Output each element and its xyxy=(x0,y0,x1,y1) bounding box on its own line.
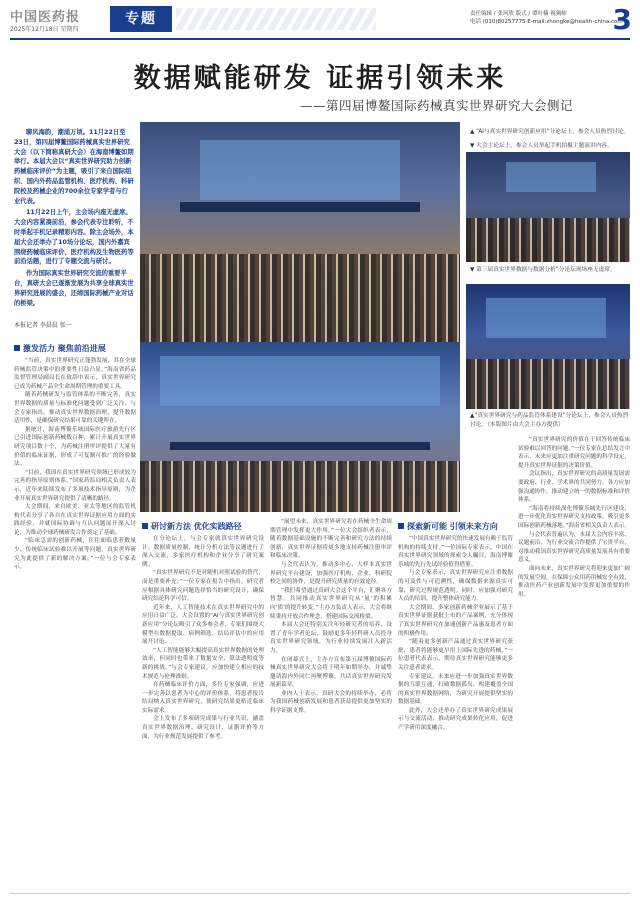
section-heading-2: 研讨新方法 优化实践路径 xyxy=(142,521,264,532)
heading-marker-icon xyxy=(142,523,148,529)
header-rule xyxy=(10,38,630,40)
editors-line: 责任编辑 / 张珂欣 版式 / 谭叶楠 视频师 xyxy=(470,11,567,17)
photo-panel-discussion xyxy=(140,342,460,512)
caption-right1b: ▼ 大会主论坛上，参会人员举起手机拍摄主题演讲内容。 xyxy=(470,143,613,149)
column-4 xyxy=(398,518,513,888)
paragraph: 在闭幕式上，主办方宣布第五届博鳌国际药械真实世界研究大会将于明年如期举办，并诚挚邀请海内外同仁再聚博鳌，共话真实世界研究发展新篇章。 xyxy=(270,656,392,689)
issue-date: 2025年12月18日 星期四 xyxy=(10,26,79,33)
footer-rule xyxy=(10,893,630,894)
stage-screen xyxy=(200,140,400,200)
stage-screen xyxy=(486,298,606,338)
section-heading-3: 探索新可能 引领未来方向 xyxy=(398,521,513,532)
stage-screen xyxy=(160,356,440,406)
page-number: 3 xyxy=(612,3,632,36)
paragraph: 与会代表认为，推动多中心、大样本真实世界研究平台建设，加强医疗机构、企业、科研院校之间的协作，是提升研究质量的有效途径。 xyxy=(270,561,392,586)
paragraph: “我们希望通过真研大会这个平台，汇聚各方智慧，共同推动真实世界研究从‘量’的积累向‘质’的提升转变。”主办方负责人表示，大会将继续秉持开放合作理念，搭建国际交流桥梁。 xyxy=(270,587,392,620)
heading-marker-icon xyxy=(398,523,404,529)
section-band xyxy=(110,6,172,32)
editor-credits xyxy=(470,10,623,26)
paragraph: “人工智能能够大幅提高真实世界数据的处理效率，但同时也带来了数据安全、算法透明度等新的挑战。”与会专家建议，应加快建立相应的技术规范与伦理准则。 xyxy=(142,647,264,680)
paragraph: “海南将持续深化博鳌乐城先行区建设，进一步优化真实世界研究支持政策，吸引更多国际创新药械落地。”海南省相关负责人表示。 xyxy=(518,505,630,529)
paragraph: “中国真实世界研究的快速发展有赖于监管机构的持续支持。”一位国际专家表示，中国在真实世界研究领域的探索令人瞩目，海南博鳌乐城的先行先试经验值得借鉴。 xyxy=(398,536,513,568)
decorative-pattern xyxy=(176,8,376,30)
headline: 数据赋能研发 证据引领未来 xyxy=(133,63,507,94)
lead-paragraph: 聊风海韵，潮涌万顷。11月22日至23日，第四届博鳌国际药械真实世界研究大会（以下简称真研大会）在海南博鳌如期举行。本届大会以“真实世界研究助力创新药械临床评价”为主题，吸引了来自国际组织、国内外药品监管机构、医疗机构、科研院校及药械企业的700余位专家学者与行业代表。 xyxy=(14,129,134,205)
heading-marker-icon xyxy=(14,345,20,351)
paragraph: 随着药械研发与监管体系的不断完善，真实世界数据的质量与标准化问题受到广泛关注。与会专家指出，推动真实世界数据治理、提升数据适用性，是确保研究结果可靠的关键所在。 xyxy=(14,392,136,425)
paragraph: 据统计，海南博鳌乐城国际医疗旅游先行区已引进国际创新药械数百种，累计开展真实世界研究项目数十个，为药械注册审评提供了大量有价值的临床证据，形成了可复制可推广的经验做法。 xyxy=(14,426,136,468)
stage xyxy=(180,202,420,212)
newspaper-logo: 中国医药报 xyxy=(10,10,81,25)
paragraph: “临床急需的创新药械，往往面临患者数量少、传统临床试验难以开展等问题，真实世界研究为此提供了新的解决方案。”一位与会专家表示。 xyxy=(14,538,136,571)
caption-right1: ▲ “AI与真实世界研究创新应用”分论坛上，参会人员热烈讨论。 xyxy=(470,129,630,135)
section-heading-1: 激发活力 聚焦前沿进展 xyxy=(14,343,136,354)
section-label: 专题 xyxy=(125,11,157,27)
paragraph: 本届大会还特别关注年轻研究者的培养，设置了青年学者论坛，鼓励更多年轻科研人员投身真实世界研究领域，为行业持续发展注入新活力。 xyxy=(270,622,392,654)
paragraph: 在分论坛上，与会专家就真实世界研究设计、数据质量控制、统计分析方法等议题进行了深入交流，多家医疗机构和企业分享了研究案例。 xyxy=(142,536,264,568)
paragraph: “随着更多创新产品通过真实世界研究获批，患者将能够更早用上国际先进的药械。”一位患者代表表示，期待真实世界研究能够更多关注患者需求。 xyxy=(398,639,513,671)
column-5 xyxy=(518,436,630,888)
panelists xyxy=(140,461,460,512)
paragraph: 业内人士表示，真研大会的持续举办，必将为我国药械创新发展和患者获益提供更加坚实的科学证据支撑。 xyxy=(270,690,392,715)
paragraph: “真实世界研究的价值在于回答传统临床试验难以回答的问题。”一位专家在总结发言中表示，未来应更加注重研究问题的科学设定，提升真实世界证据的决策价值。 xyxy=(518,437,630,469)
masthead xyxy=(0,0,640,40)
stage-screen xyxy=(506,162,596,192)
paragraph: 大会期间，多家创新药械企业展示了基于真实世界证据获批上市的产品案例，充分体现了真实世界研究在加速创新产品惠及患者方面的积极作用。 xyxy=(398,604,513,637)
paragraph: 在药械临床评价方面，多位专家强调，应进一步完善以患者为中心的评价体系，将患者报告结局纳入真实世界研究，使研究结果更贴近临床实际需求。 xyxy=(142,682,264,714)
paragraph: 专家建议，未来应进一步加强真实世界数据的互联互通，打破数据孤岛，构建覆盖全国的真实世界数据网络，为研究开展提供坚实的数据基础。 xyxy=(398,673,513,706)
paragraph: “真实世界研究不是对随机对照试验的替代，而是重要补充。”一位专家在报告中指出，研究者应根据具体研究问题选择恰当的研究设计，确保研究结论科学可信。 xyxy=(142,570,264,603)
caption-right2: ▼ 第三届真实世界数据与数据分析”分论坛现场座无虚席。 xyxy=(470,267,616,273)
lead-paragraph: 11月22日上午，主会场内座无虚席。大会内容紧凑前沿，参会代表专注聆听，不时举起手机记录精彩内容。除主会场外，本届大会还举办了10场分论坛，国内外嘉宾围绕药械临床评价、医疗机构及生物医药等前沿话题，进行了专题交流与研讨。 xyxy=(14,209,134,266)
lead-text xyxy=(14,128,134,313)
audience xyxy=(466,359,630,409)
column-3 xyxy=(270,518,392,888)
contact-line: 电话 (010)80257775 E-mail:zhongke@health-china.com xyxy=(470,19,623,25)
lead-paragraph: 作为国际真实世界研究交流的重要平台，真研大会已逐渐发展为共享全球真实世界研究进展的盛会，还缔国际药械产业对话的桥梁。 xyxy=(14,270,134,307)
paragraph: 会议指出，真实世界研究的高质量发展需要政府、行业、学术界的共同努力。各方应加强沟通协作，推动建立统一的数据标准和评价体系。 xyxy=(518,471,630,504)
paragraph: 大会期间，来自欧美、亚太等地区的监管机构代表分享了各自在真实世界证据应用方面的实践经验，并就国际协调与互认问题展开深入讨论，为推动全球药械研发合作奠定了基础。 xyxy=(14,504,136,536)
paragraph: 会上发布了多项研究成果与行业共识，涵盖真实世界数据治理、研究设计、证据评价等方面，为行业规范发展提供了参考。 xyxy=(142,716,264,740)
paragraph: 近年来，人工智能技术在真实世界研究中的应用日益广泛。大会设置的“AI与真实世界研究创新应用”分论坛吸引了众多参会者，专家们围绕大模型在数据提取、病例筛选、结局评估中的应用展开讨论。 xyxy=(142,604,264,646)
photo-main-conference xyxy=(140,122,460,342)
paragraph: “当前，真实世界研究正蓬勃发展，其在全球药械监管决策中的重要性日益凸显。”海南省药品监督管理局副局长在致辞中表示，真实世界研究已成为药械产品全生命周期管理的重要工具。 xyxy=(14,358,136,390)
paragraph: 此外，大会还举办了真实世界研究成果展示与交流活动，推动研究成果转化应用，促进产学研用深度融合。 xyxy=(398,707,513,732)
panel-table xyxy=(170,442,430,450)
paragraph: 与会专家表示，真实世界研究应注重数据的可及性与可追溯性，确保数据来源真实可靠、研究过程规范透明。同时，应加强对研究人员的培训，提升整体研究能力。 xyxy=(398,570,513,603)
photo-main-forum xyxy=(466,152,630,262)
audience xyxy=(466,218,630,262)
column-2 xyxy=(142,518,264,888)
photo-subforum xyxy=(466,284,630,409)
audience xyxy=(140,254,460,342)
paragraph: 面向未来，真实世界研究将迎来更加广阔的发展空间，在保障公众用药用械安全有效、推动医药产业创新发展中发挥更加重要的作用。 xyxy=(518,565,630,598)
subheadline: ——第四届博鳌国际药械真实世界研究大会侧记 xyxy=(300,98,574,113)
paragraph: 与会代表普遍认为，本届大会内容丰富、议题前沿，为行业交流合作提供了宝贵平台，对推动我国真实世界研究高质量发展具有重要意义。 xyxy=(518,531,630,564)
column-1 xyxy=(14,340,136,888)
caption-bottom: ▲“真实世界研究与药品监管体系建设”分论坛上，参会人员热烈讨论。（本版图片由大会主办方提供） xyxy=(470,413,629,428)
paragraph: “展望未来，真实世界研究将在药械全生命周期管理中发挥更大作用。”一位大会组织者表示，随着数据基础设施的不断完善和研究方法的持续创新，真实世界证据将更多地支持药械注册审评和临床决策。 xyxy=(270,519,392,560)
paragraph: “目前，我国在真实世界研究领域已形成较为完善的指导原则体系。”国家药监局相关负责人表示，近年来陆续发布了多项技术指导原则，为企业开展真实世界研究提供了清晰的路径。 xyxy=(14,469,136,502)
byline: 本报记者 李晨晨 张一 xyxy=(14,322,72,329)
